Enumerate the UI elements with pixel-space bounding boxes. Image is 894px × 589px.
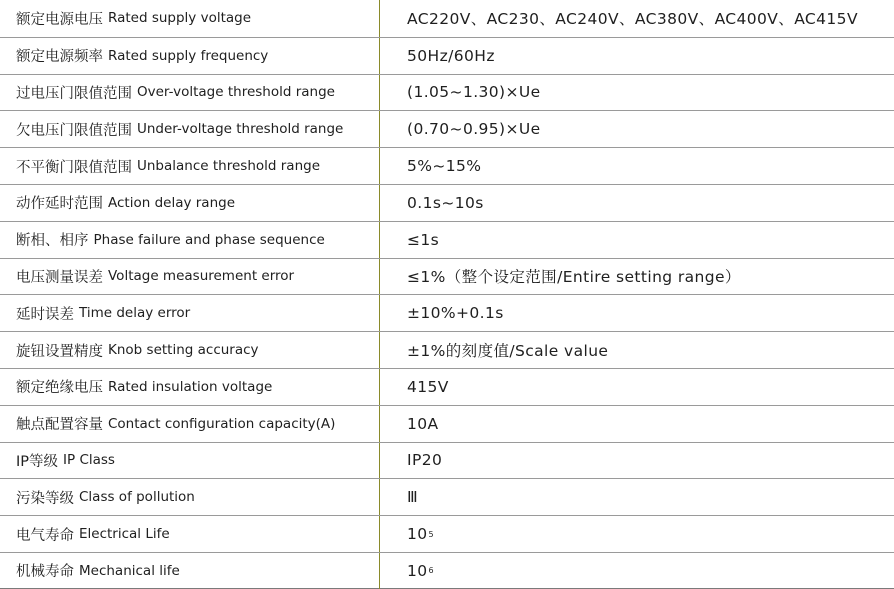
table-row	[0, 37, 894, 74]
param-value: (0.70~0.95)×Ue	[407, 120, 541, 139]
param-value-exponent: 5	[428, 529, 435, 539]
param-value	[380, 516, 894, 552]
param-label-zh: 欠电压门限值范围	[16, 122, 132, 139]
param-label	[0, 369, 380, 405]
param-label-zh: 触点配置容量	[16, 417, 103, 434]
param-value: 50Hz/60Hz	[407, 46, 495, 65]
table-row	[0, 478, 894, 515]
table-row	[0, 110, 894, 147]
param-label	[0, 553, 380, 589]
param-label	[0, 38, 380, 74]
param-label	[0, 0, 380, 37]
param-value: 10A	[407, 414, 439, 433]
param-label-en: Unbalance threshold range	[137, 158, 321, 175]
param-value: 0.1s~10s	[407, 193, 484, 212]
table-row	[0, 331, 894, 368]
table-row	[0, 221, 894, 258]
table-row	[0, 74, 894, 111]
table-row	[0, 552, 894, 589]
param-label-en: Action delay range	[108, 194, 236, 211]
param-label-en: Rated supply voltage	[108, 10, 252, 27]
param-label-zh: IP等级	[16, 453, 59, 470]
param-label	[0, 479, 380, 515]
param-value-base: 10	[407, 525, 428, 544]
param-label-en: Mechanical life	[79, 562, 180, 579]
param-label-zh: 额定电源电压	[16, 11, 103, 28]
table-row	[0, 515, 894, 552]
param-value-exponent: 6	[428, 566, 435, 576]
param-value: IP20	[407, 451, 443, 470]
param-label-zh: 污染等级	[16, 490, 74, 507]
param-label	[0, 406, 380, 442]
param-value: ±10%+0.1s	[407, 304, 504, 323]
table-row	[0, 405, 894, 442]
param-label	[0, 259, 380, 295]
table-row	[0, 147, 894, 184]
param-label-en: Rated supply frequency	[108, 47, 269, 64]
table-row	[0, 294, 894, 331]
param-label	[0, 185, 380, 221]
param-value	[380, 553, 894, 589]
param-label-en: Class of pollution	[79, 489, 195, 506]
param-label-en: Electrical Life	[79, 526, 170, 543]
param-label-en: IP Class	[63, 452, 115, 469]
param-value: ≤1%（整个设定范围/Entire setting range）	[407, 268, 741, 287]
param-label	[0, 516, 380, 552]
param-value: 5%~15%	[407, 157, 482, 176]
param-value: ≤1s	[407, 230, 440, 249]
param-label-en: Under-voltage threshold range	[137, 121, 344, 138]
table-row	[0, 368, 894, 405]
param-label-en: Phase failure and phase sequence	[93, 231, 325, 248]
param-value: (1.05~1.30)×Ue	[407, 83, 541, 102]
param-label	[0, 222, 380, 258]
param-label-zh: 延时误差	[16, 306, 74, 323]
param-value-base: 10	[407, 561, 428, 580]
table-row	[0, 0, 894, 37]
param-label-zh: 断相、相序	[16, 233, 89, 250]
param-value: 415V	[407, 377, 449, 396]
param-label-zh: 动作延时范围	[16, 196, 103, 213]
param-label-zh: 过电压门限值范围	[16, 85, 132, 102]
table-row	[0, 442, 894, 479]
param-label-en: Knob setting accuracy	[108, 342, 259, 359]
table-row	[0, 258, 894, 295]
param-label-en: Over-voltage threshold range	[137, 84, 335, 101]
param-label-en: Voltage measurement error	[108, 268, 295, 285]
param-label-zh: 电气寿命	[16, 527, 74, 544]
param-label-zh: 不平衡门限值范围	[16, 159, 132, 176]
param-label	[0, 148, 380, 184]
param-label	[0, 75, 380, 111]
param-label-en: Contact configuration capacity(A)	[108, 415, 336, 432]
param-value: ±1%的刻度值/Scale value	[407, 342, 609, 361]
param-label-zh: 旋钮设置精度	[16, 343, 103, 360]
param-value: AC220V、AC230、AC240V、AC380V、AC400V、AC415V	[407, 10, 858, 29]
param-label	[0, 443, 380, 479]
table-row	[0, 184, 894, 221]
param-label	[0, 111, 380, 147]
param-label-zh: 额定电源频率	[16, 49, 103, 66]
param-label-zh: 额定绝缘电压	[16, 380, 103, 397]
param-label	[0, 332, 380, 368]
param-label-en: Time delay error	[79, 305, 191, 322]
param-label	[0, 295, 380, 331]
param-label-en: Rated insulation voltage	[108, 378, 273, 395]
param-label-zh: 机械寿命	[16, 564, 74, 581]
param-value: Ⅲ	[407, 488, 419, 507]
param-label-zh: 电压测量误差	[16, 269, 103, 286]
